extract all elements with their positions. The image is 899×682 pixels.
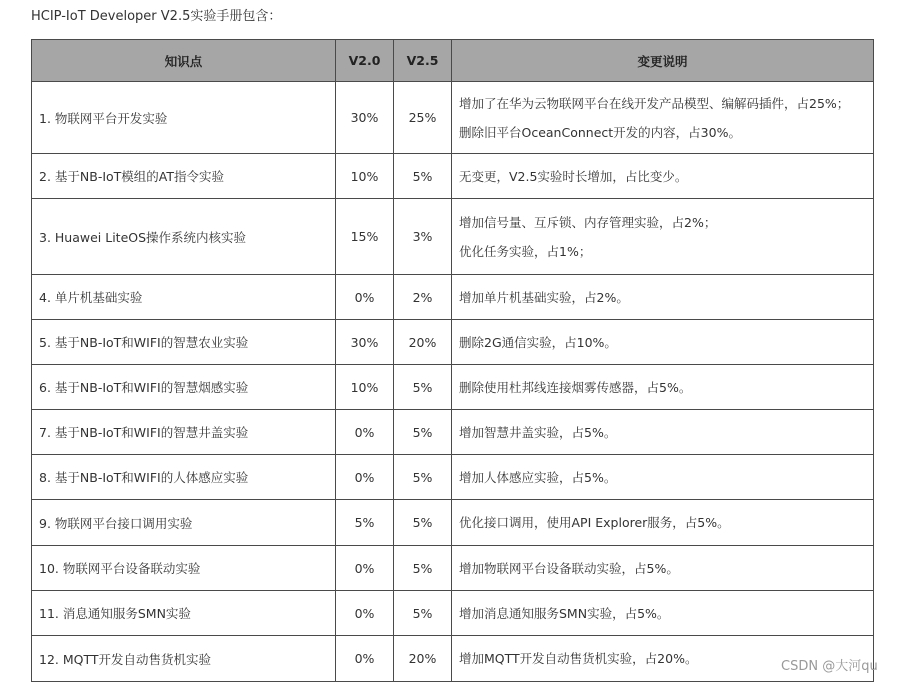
table-row bbox=[32, 410, 874, 455]
table-header-row bbox=[32, 40, 874, 82]
row-knowledge-point: 1. 物联网平台开发实验 bbox=[32, 82, 336, 154]
table-row bbox=[32, 320, 874, 365]
row-knowledge-point: 4. 单片机基础实验 bbox=[32, 275, 336, 320]
row-v20-percent: 30% bbox=[336, 82, 394, 154]
description-line: 增加消息通知服务SMN实验，占5%。 bbox=[459, 605, 670, 621]
row-v20-percent: 5% bbox=[336, 500, 394, 546]
row-knowledge-point: 3. Huawei LiteOS操作系统内核实验 bbox=[32, 199, 336, 275]
description-line: 增加单片机基础实验，占2%。 bbox=[459, 289, 629, 305]
table-row bbox=[32, 455, 874, 500]
row-v25-percent: 5% bbox=[394, 410, 452, 455]
row-change-description bbox=[452, 591, 874, 636]
description-line: 删除使用杜邦线连接烟雾传感器，占5%。 bbox=[459, 379, 692, 395]
row-change-description bbox=[452, 500, 874, 546]
row-v20-percent: 0% bbox=[336, 636, 394, 682]
table-row bbox=[32, 636, 874, 682]
description-line: 删除旧平台OceanConnect开发的内容，占30%。 bbox=[459, 124, 741, 140]
row-v25-percent: 25% bbox=[394, 82, 452, 154]
row-v25-percent: 5% bbox=[394, 591, 452, 636]
header-v20: V2.0 bbox=[336, 40, 394, 82]
row-v20-percent: 10% bbox=[336, 154, 394, 199]
row-change-description bbox=[452, 275, 874, 320]
row-v20-percent: 0% bbox=[336, 410, 394, 455]
header-change-description: 变更说明 bbox=[452, 40, 874, 82]
row-knowledge-point: 12. MQTT开发自动售货机实验 bbox=[32, 636, 336, 682]
row-v20-percent: 10% bbox=[336, 365, 394, 410]
table-row bbox=[32, 199, 874, 275]
description-line: 增加人体感应实验，占5%。 bbox=[459, 469, 617, 485]
row-v20-percent: 30% bbox=[336, 320, 394, 365]
header-knowledge-point: 知识点 bbox=[32, 40, 336, 82]
row-v20-percent: 0% bbox=[336, 275, 394, 320]
row-knowledge-point: 7. 基于NB-IoT和WIFI的智慧井盖实验 bbox=[32, 410, 336, 455]
row-knowledge-point: 5. 基于NB-IoT和WIFI的智慧农业实验 bbox=[32, 320, 336, 365]
description-line: 删除2G通信实验，占10%。 bbox=[459, 334, 617, 350]
row-v20-percent: 0% bbox=[336, 546, 394, 591]
row-v25-percent: 5% bbox=[394, 154, 452, 199]
row-v25-percent: 5% bbox=[394, 365, 452, 410]
description-line: 增加了在华为云物联网平台在线开发产品模型、编解码插件，占25%； bbox=[459, 95, 850, 111]
row-change-description bbox=[452, 320, 874, 365]
row-v25-percent: 20% bbox=[394, 636, 452, 682]
row-knowledge-point: 10. 物联网平台设备联动实验 bbox=[32, 546, 336, 591]
row-v25-percent: 2% bbox=[394, 275, 452, 320]
row-v25-percent: 5% bbox=[394, 500, 452, 546]
row-v25-percent: 5% bbox=[394, 455, 452, 500]
row-change-description bbox=[452, 365, 874, 410]
table-row bbox=[32, 500, 874, 546]
row-change-description bbox=[452, 410, 874, 455]
description-line: 优化任务实验，占1%； bbox=[459, 243, 592, 259]
row-knowledge-point: 8. 基于NB-IoT和WIFI的人体感应实验 bbox=[32, 455, 336, 500]
row-v20-percent: 0% bbox=[336, 591, 394, 636]
table-row bbox=[32, 154, 874, 199]
description-line: 增加智慧井盖实验，占5%。 bbox=[459, 424, 617, 440]
row-change-description bbox=[452, 455, 874, 500]
table-row bbox=[32, 365, 874, 410]
table-row bbox=[32, 275, 874, 320]
row-knowledge-point: 2. 基于NB-IoT模组的AT指令实验 bbox=[32, 154, 336, 199]
row-change-description bbox=[452, 154, 874, 199]
row-change-description bbox=[452, 82, 874, 154]
row-v20-percent: 15% bbox=[336, 199, 394, 275]
description-line: 无变更，V2.5实验时长增加，占比变少。 bbox=[459, 168, 688, 184]
row-change-description bbox=[452, 546, 874, 591]
csdn-watermark: CSDN @大河qu bbox=[781, 659, 878, 674]
table-row bbox=[32, 546, 874, 591]
lab-manual-table bbox=[31, 39, 874, 682]
row-v25-percent: 3% bbox=[394, 199, 452, 275]
table-row bbox=[32, 82, 874, 154]
intro-text: HCIP-IoT Developer V2.5实验手册包含： bbox=[31, 9, 282, 24]
row-v20-percent: 0% bbox=[336, 455, 394, 500]
header-v25: V2.5 bbox=[394, 40, 452, 82]
row-knowledge-point: 9. 物联网平台接口调用实验 bbox=[32, 500, 336, 546]
row-knowledge-point: 6. 基于NB-IoT和WIFI的智慧烟感实验 bbox=[32, 365, 336, 410]
row-knowledge-point: 11. 消息通知服务SMN实验 bbox=[32, 591, 336, 636]
row-v25-percent: 20% bbox=[394, 320, 452, 365]
description-line: 增加MQTT开发自动售货机实验，占20%。 bbox=[459, 651, 698, 666]
description-line: 增加信号量、互斥锁、内存管理实验，占2%； bbox=[459, 214, 717, 230]
table-row bbox=[32, 591, 874, 636]
row-change-description bbox=[452, 199, 874, 275]
description-line: 优化接口调用，使用API Explorer服务，占5%。 bbox=[459, 515, 730, 530]
description-line: 增加物联网平台设备联动实验，占5%。 bbox=[459, 560, 679, 576]
row-v25-percent: 5% bbox=[394, 546, 452, 591]
